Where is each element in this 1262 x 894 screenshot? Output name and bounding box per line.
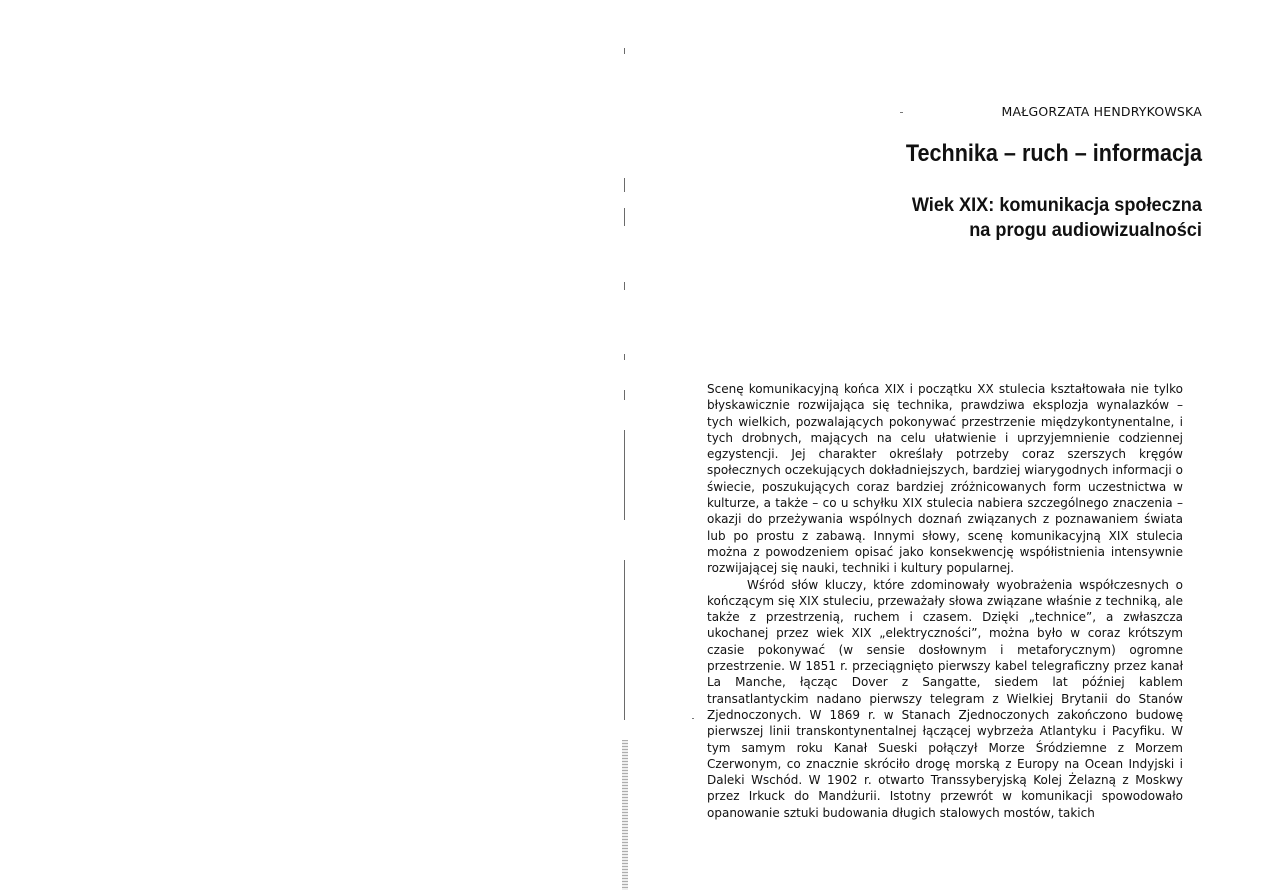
gutter-mark [624,178,625,192]
gutter-shadow [622,740,628,890]
author-name: MAŁGORZATA HENDRYKOWSKA [1001,104,1202,119]
gutter-mark [624,282,625,290]
chapter-subtitle [912,193,1202,243]
scan-speck [900,112,903,113]
gutter-mark [624,390,625,400]
gutter-mark [624,208,625,226]
gutter-mark [624,48,625,54]
gutter-mark [624,560,625,720]
paragraph-2: Wśród słów kluczy, które zdominowały wyobrażenia współczesnych o kończącym się XIX stuleciu, przeważały słowa związane właśnie z techniką, ale także z przestrzenią, ruchem i czasem. Dzięki „technice”, a zwłaszcza ukochanej przez wiek XIX „elektryczności”, można było w coraz krótszym czasie pokonywać (w sensie dosłownym i metaforycznym) ogromne przestrzenie. W 1851 r. przeciągnięto pierwszy kabel telegraficzny przez kanał La Manche, łącząc Dover z Sangatte, siedem lat później kablem transatlantyckim nadano pierwszy telegram z Wielkiej Brytanii do Stanów Zjednoczonych. W 1869 r. w Stanach Zjednoczonych zakończono budowę pierwszej linii transkontynentalnej łączącej wybrzeża Atlantyku i Pacyfiku. W tym samym roku Kanał Sueski połączył Morze Śródziemne z Morzem Czerwonym, co znacznie skróciło drogę morską z Europy na Ocean Indyjski i Daleki Wschód. W 1902 r. otwarto Transsyberyjską Kolej Żelazną z Moskwy przez Irkuck do Mandżurii. Istotny przewrót w komunikacji spowodowało opanowanie sztuki budowania długich stalowych mostów, takich [707,577,1183,820]
left-page-blank [0,0,622,894]
gutter-mark [624,430,625,520]
book-gutter [622,0,630,894]
chapter-title: Technika – ruch – informacja [905,140,1202,167]
paragraph-1: Scenę komunikacyjną końca XIX i początku XX stulecia kształtowała nie tylko błyskawicznie rozwijająca się technika, prawdziwa eksplozja wynalazków – tych wielkich, pozwalających pokonywać przestrzenie międzykontynentalne, i tych drobnych, mających na celu ułatwienie i uprzyjemnienie codziennej egzystencji. Jej charakter określały potrzeby coraz szerszych kręgów społecznych oczekujących dokładniejszych, bardziej wiarygodnych informacji o świecie, poszukujących coraz bardziej zróżnicowanych form uczestnictwa w kulturze, a także – co u schyłku XIX stulecia nabiera szczególnego znaczenia – okazji do przeżywania wspólnych doznań związanych z poznawaniem świata lub po prostu z zabawą. Innymi słowy, scenę komunikacyjną XIX stulecia można z powodzeniem opisać jako konsekwencję współistnienia intensywnie rozwijającej się nauki, techniki i kultury popularnej. [707,382,1183,576]
scan-speck [692,718,694,719]
gutter-mark [624,354,625,360]
right-page [630,0,1262,894]
subtitle-line-2: na progu audiowizualności [969,219,1202,241]
body-text [707,381,1183,821]
subtitle-line-1: Wiek XIX: komunikacja społeczna [911,194,1202,216]
